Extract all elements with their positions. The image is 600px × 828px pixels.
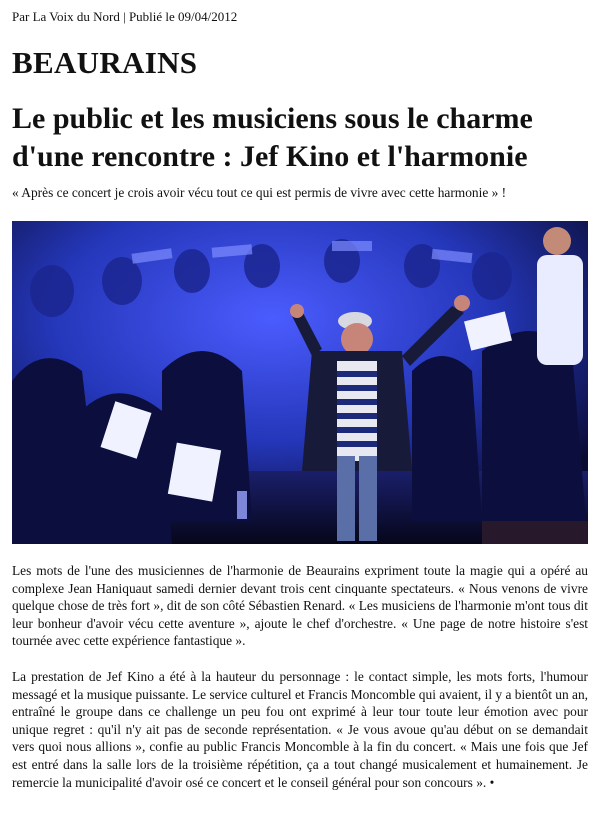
- section-title: BEAURAINS: [12, 45, 198, 80]
- headline: Le public et les musiciens sous le charme d'une rencontre : Jef Kino et l'harmonie: [12, 102, 533, 173]
- article-paragraph: Les mots de l'une des musiciennes de l'harmonie de Beaurains expriment toute la magie qui a opéré au complexe Jean Haniquaut samedi dernier devant trois cent cinquante spectateurs. « Nous venons de vivre quelque chose de très fort », dit de son côté Sébastien Renard. « Les musiciens de l'harmonie m'ont tous dit leur bonheur d'avoir vécu cette aventure », ajoute le chef d'orchestre. « Une page de notre histoire s'est tournée avec cette expérience fantastique ».: [12, 563, 588, 649]
- concert-photo: [12, 221, 588, 544]
- lead-quote: « Après ce concert je crois avoir vécu tout ce qui est permis de vivre avec cette harmonie » !: [12, 185, 507, 200]
- article-paragraph: La prestation de Jef Kino a été à la hauteur du personnage : le contact simple, les mots forts, l'humour messagé et la musique puissante. Le service culturel et Francis Moncomble qui avaient, il y a bientôt un an, entraîné le groupe dans ce challenge un peu fou ont exprimé à leur tour toute leur émotion avec pour unique regret : qu'il n'y ait pas de seconde représentation. « Je vous avoue qu'au début on se demandait vers quoi nous allions », confie au public Francis Moncomble à la fin du concert. « Mais une fois que Jef est entré dans la salle lors de la troisième répétition, ça a tout changé musicalement et humainement. Je remercie la municipalité d'avoir osé ce concert et le conseil général pour son concours ». •: [12, 669, 589, 790]
- source-line: Par La Voix du Nord | Publié le 09/04/2012: [12, 9, 238, 24]
